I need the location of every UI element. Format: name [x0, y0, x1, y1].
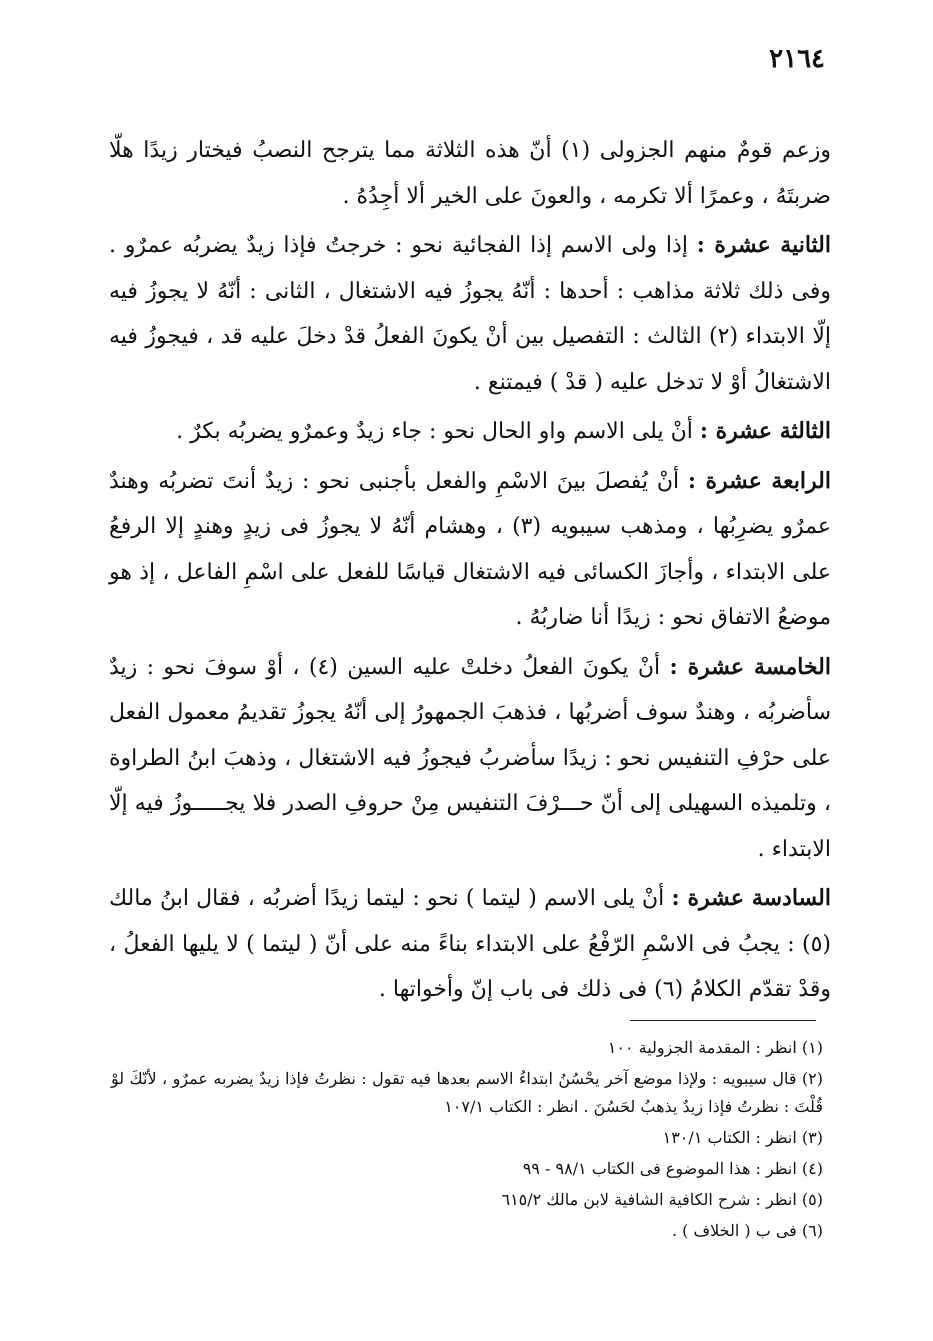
paragraph-sixteenth: [109, 876, 831, 1013]
footnote-6: (٦) فى ب ( الخلاف ) .: [672, 1221, 823, 1240]
footnote-2: (٢) قال سيبويه : ولإذا موضع آخر يحْسُنُ ابتداءُ الاسم بعدها فيه تقول : نظرتُ فإذا زيدٌ يضربه عمرٌو ، لأنّكَ لوْ قُلْتَ : نظرتُ فإذا زيدٌ يذهبُ لحَسُنَ . انظر : الكتاب ١٠٧/١: [111, 1069, 823, 1116]
paragraph-heading: الرابعة عشرة :: [687, 467, 831, 494]
paragraph-twelfth: [109, 223, 831, 405]
paragraph-heading: السادسة عشرة :: [671, 885, 831, 911]
footnote-divider: [630, 1020, 816, 1021]
footnote-3: (٣) انظر : الكتاب ١٣٠/١: [662, 1128, 823, 1147]
paragraph-heading: الثانية عشرة :: [696, 232, 831, 258]
paragraph-heading: الثالثة عشرة :: [699, 418, 831, 444]
paragraph-text: أنْ يلى الاسم واو الحال نحو : جاء زيدٌ وعمرٌو يضربُه بكرٌ .: [176, 419, 700, 444]
paragraph-heading: الخامسة عشرة :: [669, 653, 831, 680]
paragraph-text: وزعم قومٌ منهم الجزولى (١) أنّ هذه الثلاثة مما يترجح النصبُ فيختار زيدًا هلّا ضربتَهُ ، وعمرًا ألا تكرمه ، والعونَ على الخير ألا أجِدُهُ .: [109, 138, 831, 209]
footnote-4: (٤) انظر : هذا الموضوع فى الكتاب ٩٨/١ - ٩٩: [522, 1159, 823, 1178]
paragraph-intro: [109, 128, 831, 219]
footnote-5: (٥) انظر : شرح الكافية الشافية لابن مالك ٦١٥/٢: [501, 1190, 823, 1209]
paragraph-fifteenth: [109, 645, 831, 873]
paragraph-text: أنْ يلى الاسم ( ليتما ) نحو : ليتما زيدًا أضربُه ، فقال ابنُ مالك (٥) : يجبُ فى الاسْمِ الرّفْعُ على الابتداء بناءً منه على أنّ ( ليتما ) لا يليها الفعلُ ، وقدْ تقدّم الكلامُ (٦) فى ذلك فى باب إنّ وأخواتها .: [109, 886, 831, 1002]
paragraph-text: أنْ يكونَ الفعلُ دخلتْ عليه السين (٤) ، أوْ سوفَ نحو : زيدٌ سأضربُه ، وهندٌ سوف أضربُها ، فذهبَ الجمهورُ إلى أنّهُ يجوزُ تقديمُ معمول الفعل على حرْفِ التنفيس نحو : زيدًا سأضربُ فيجوزُ فيه الاشتغال ، وذهبَ ابنُ الطراوة ، وتلميذه السهيلى إلى أنّ حـــرْفَ التنفيس مِنْ حروفِ الصدر فلا يجـــــوزُ فيه إلّا الابتداء .: [109, 654, 831, 862]
footnote-1: (١) انظر : المقدمة الجزولية ١٠٠: [607, 1038, 823, 1057]
paragraph-text: إذا ولى الاسم إذا الفجائية نحو : خرجتُ فإذا زيدٌ يضربُه عمرٌو . وفى ذلك ثلاثة مذاهب : أحدها : أنّهُ يجوزُ فيه الاشتغال ، الثانى : أنّهُ لا يجوزُ فيه إلّا الابتداء (٢) الثالث : التفصيل بين أنْ يكونَ الفعلُ قدْ دخلَ عليه قد ، فيجوزُ فيه الاشتغالُ أوْ لا تدخل عليه ( قدْ ) فيمتنع .: [109, 233, 831, 395]
footnotes: [111, 1034, 823, 1248]
page-number: ٢١٦٤: [769, 44, 825, 74]
paragraph-text: أنْ يُفصلَ بينَ الاسْمِ والفعل بأجنبى نحو : زيدٌ أنتَ تضربُه وهندٌ عمرٌو يضرِبُها ، ومذهب سيبويه (٣) ، وهشام أنّهُ لا يجوزُ فى زيدٍ وهندٍ إلا الرفعُ على الابتداء ، وأجازَ الكسائى فيه الاشتغال قياسًا للفعل على اسْمِ الفاعل ، إذ هو موضعُ الاتفاق نحو : زيدًا أنا ضاربُهُ .: [109, 468, 831, 630]
main-text: [109, 128, 831, 1017]
paragraph-fourteenth: [109, 459, 831, 641]
paragraph-thirteenth: [109, 409, 831, 455]
